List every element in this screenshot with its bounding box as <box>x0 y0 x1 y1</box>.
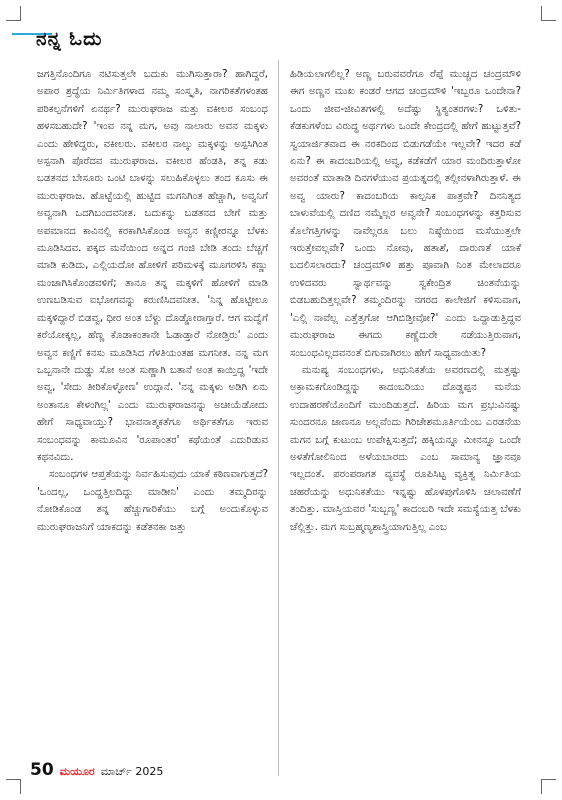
crop-mark-bottom-left <box>6 779 21 794</box>
crop-mark-top-left <box>6 6 21 21</box>
section-title: ನನ್ನ ಓದು <box>36 28 103 50</box>
article-paragraph: ಜಗತ್ತಿನೊಂದಿಗೂ ನಟಿಸುತ್ತಲೇ ಬದುಕು ಮುಗಿಸುತ್ತಾರಾ? ಹಾಗಿದ್ದರೆ, ಅಪಾರ ಶ್ರದ್ಧೆಯ ನಿರ್ಮಿತಿಗಳಾದ ನಮ್ಮ ಸಂಸ್ಕೃತಿ, ನಾಗರಿಕತೆಗಳಂತಹ ಪರಿಕಲ್ಪನೆಗಳಿಗೆ ಏನರ್ಥ? ಮುರುಘರಾಜ ಮತ್ತು ವಕೀಲರ ಸಂಬಂಧ ಹಳಸಬಹುದೇ? 'ಇಂವ ನನ್ನ ಮಗ, ಅವು ನಾಲಾರು ಅವನ ಮಕ್ಕಳು ಎಂದು ಹೇಳಿದ್ದರು, ವಕೀಲರು. ವಕೀಲರ ನಾಲ್ಕು ಮಕ್ಕಳನ್ನು ಅಸ್ಪಸಿಗಿಂತ ಅಸ್ಪನಾಗಿ ಪೊರೆದವ ಮುರುಘರಾಜ. ವಕೀಲರ ಹೆಂಡತಿ, ತನ್ನ ಕಡು ಬಡತನದ ಬೇಸೂರು ಒಂಟಿ ಬಾಳನ್ನು ಸಲುಹಿಕೊಳ್ಳಲು ತಂದ ಕೂಸು ಈ ಮುರುಘರಾಜ. ಹೊಟ್ಟೆಯಲ್ಲಿ ಹುಟ್ಟಿದ ಮಗನಿಗಿಂತ ಹೆಚ್ಚಾಗಿ, ಅವ್ವನಿಗೆ ಅವ್ವನಾಗಿ ಒದಗಿಬಂದವನೀತ. ಬದುಕನ್ನು ಬಡತನದ ಬೇಗೆ ಮತ್ತು ಅಪಮಾನದ ಕಾವಿನಲ್ಲಿ ಕರಕಾಗಿಸಿಕೊಂಡ ಅವ್ವನ ಕಣ್ಣೀರನ್ನೂ ಬೆಳಕು ಮೂಡಿಸಿದವ. ಪಕ್ಕದ ಮನೆಯಿಂದ ಅನ್ನದ ಗಂಜಿ ಬೇಡಿ ತಂದು ಬೆಚ್ಚಗೆ ಮಾಡಿ ಕುಡಿದು, ಎಲ್ಲಿಯದೋ ಹೋಳಿಗೆ ಪರಿಮಳಕ್ಕೆ ಮೂಗರಳಿಸಿ ಕಣ್ಣು ಮಂಜಾಗಿಸಿಕೊಂಡವಳಿಗೆ; ತಾನೂ ತನ್ನ ಮಕ್ಕಳಿಗೆ ಹೋಳಿಗೆ ಮಾಡಿ ಉಣಬಡಿಸುವ ಐಭೋಗವನ್ನು ಕರುಣಿಸಿದವನೀತ. 'ನಿನ್ನ ಹೊಟ್ಟೀಲೂ ಮಕ್ಕಳಿದ್ದಾರೆ ಬಿಡವ್ವ, ಧೀರ ಅಂತ ಬೆಳ್ದು ದೊಡ್ಡೋರಾಗ್ತಾರೆ. ಆಗ ಮದ್ವೆಗೆ ಕರೆಯೋಕ್ಕಲ್ಲ, ಹೆಣ್ಣ ಕೊಡಾಕಂತಾನೇ ಓಡಾಡ್ತಾರೆ ನೋಡ್ತಿರು' ಎಂದು ಅವ್ವನ ಕಣ್ಣಿಗೆ ಕನಸು ಮೂಡಿಸಿದ ಗೆಳತಿಯಂತಹ ಮಗನೀತ. ನನ್ನ ಮಗ ಒಬ್ಬನಾನೇ ದುಡ್ಡು ಸೋ ಅಂತ ಸುಣ್ಣಾಗಿ ಬತಾನೆ ಅಂತ ಕಾಯ್ತಿದ್ದ 'ಇದೇ ಅವ್ವ, 'ಸೇದು ತೀರಿಕೊಳ್ಳೋಣ' ಉದ್ಗಾನೆ. 'ನನ್ನ ಮಕ್ಕಳು ಅಡಿಗಿ ಏನು ಅಂತಾನೂ ಕೇಳಂಗಿಲ್ಲ' ಎಂದು ಮುರುಘರಾಜನನ್ನು ಅಚೀಯೆಡೋದು ಹೇಗೆ ಸಾಧ್ಯವಾಯ್ತು? ಭಾವನಾತ್ಮಕತೆಗೂ ಅರ್ಥಿಕತೆಗೂ ಇರುವ ಸಂಬಂಧವನ್ನು ಕಾಮೂವಿನ 'ರೂಪಾಂತರ' ಕಥೆಯಂತೆ ಎದುರಿಡುವ ಕಥನವಿದು. <box>37 69 268 463</box>
page-number: 50 <box>30 760 54 780</box>
magazine-logo: ಮಯೂರ <box>59 765 95 778</box>
crop-mark-bottom-right <box>541 779 556 794</box>
page-footer <box>30 760 163 780</box>
issue-date: ಮಾರ್ಚ್ 2025 <box>100 765 164 778</box>
article-paragraph: ಸಂಬಂಧಗಳ ಆಪ್ತತೆಯನ್ನು ನಿರ್ವಹಿಸುವುದು ಯಾಕೆ ಕಠಿಣವಾಗುತ್ತದೆ? 'ಒಂದಲ್ಲ, ಒಂದ್ಹತ್ತಿಲದಿದ್ದು ಮಾಡೀನಿ' ಎಂದು ತಮ್ಮದಿರನ್ನು ನೋಡಿಕೊಂಡ ತನ್ನ ಹೆಚ್ಚುಗಾರಿಕೆಯು ಬಗ್ಗೆ ಅಂದುಕೊಳ್ಳುವ ಮುರುಘರಾಜನಿಗೆ ಯಾಕದನ್ನು ಕಡೆತನಕಾ ಜತ್ತು <box>37 469 268 533</box>
article-column-right <box>290 66 521 774</box>
article-column-left <box>37 66 268 774</box>
article-paragraph: ಹಿಡಿಯಲಾಗಲಿಲ್ಲ? ಅಣ್ಣ ಬರುವವರೆಗೂ ರೆಪ್ಪೆ ಮುಚ್ಚದ ಚಂದ್ರಮೌಳಿ ಈಗ ಅಣ್ಣನ ಮುಖ ಕಂಡರೆ ಆಗದ ಚಂದ್ರಮೌಳಿ 'ಇಬ್ಬರೂ ಒಂದೇನಾ? ಒಂದು ಜೀವ-ಜೀವಿತಗಳಲ್ಲಿ ಅದೆಷ್ಟು ಸ್ಥಿತ್ಯಂತರಗಳು? ಒಳಿತು-ಕೆಡಕುಗಳೆಂಬ ವಿರುದ್ಧ ಅರ್ಥಗಳು ಒಂದೇ ಕೇಂದ್ರದಲ್ಲಿ ಹೇಗೆ ಹುಟ್ಟುತ್ತವೆ? ಸ್ವಯಾರ್ಜಿತವಾದ ಈ ನರಕದಿಂದ ಬಿಡುಗಡೆಯೇ ಇಲ್ಲವೇ? ಇದರ ಕಡೆ ಏನು? ಈ ಕಾದಂಬರಿಯಲ್ಲಿ ಅವ್ವ, ಕಡೆಕಡೆಗೆ ಯಾರ ಮಂದಿರುತ್ತಾಳೋ ಅವರಂತೆ ಮಾತಾಡಿ ದಿನಗಳೆಯುವ ಪ್ರಯತ್ನದಲ್ಲಿ ತಲ್ಲೀನಳಾಗಿರುತ್ತಾಳೆ. ಈ ಅವ್ವ ಯಾರು? ಕಾದಂಬರಿಯ ಕಾಲ್ಪನಿಕ ಪಾತ್ರವೇ? ದಿನನಿತ್ಯದ ಬಾಳುವೆಯಲ್ಲಿ ದಣಿದ ನಮ್ಮೆಲ್ಲರ ಅವ್ವನೇ? ಸಂಬಂಧಗಳನ್ನು ಕತ್ತರಿಸುವ ಕೊಲೆಗತ್ತಿಗಳನ್ನು ನಾವೆಲ್ಲರೂ ಬಲು ನಿಷ್ಠೆಯಿಂದ ಮಸೆಯುತ್ತಲೇ ಇರುತ್ತೇವಲ್ಲವೇ? ಒಂದು ನೋವು, ಹತಾಶೆ, ದಾರುಣತೆ ಯಾಕೆ ಬದಲಿಸಲಾರದು? ಚಂದ್ರಮೌಳಿ ಹತ್ತು ಪೂವಾಗಿ ನಿಂತ ಮೇಲಾದರೂ ಉಳಿದವರು ಸ್ವಾರ್ಥವನ್ನು ಸ್ವಕೇಂದ್ರಿತ ಚಿಂತನೆಯನ್ನು ಬಿಡಬಹುದಿತ್ತಲ್ಲವೇ? ತಮ್ಮಂದಿರನ್ನು ನಗರದ ಕಾಲೇಜಿಗೆ ಕಳಿಸುವಾಗ, 'ಎಲ್ಲಿ ನಾವೆಲ್ಲ ಎತ್ತೆತ್ತಗೋ ಆಗಿಬಿಡ್ತೀವೋ?' ಎಂದು ಒದ್ದಾಡುತ್ತಿದ್ದವ ಮುರುಘರಾಜ ಈಗದು ಕಣ್ಣೆದುರೇ ನಡೆಯುತ್ತಿರುವಾಗ, ಸಂಬಂಧವಿಲ್ಲದವನಂತೆ ಬಿಗುವಾಗಿರಲು ಹೇಗೆ ಸಾಧ್ಯವಾಯಿತು? <box>290 69 521 359</box>
article-paragraph: ಮನುಷ್ಯ ಸಂಬಂಧಗಳು, ಅಧುನಿಕತೆಯ ಅವರಣದಲ್ಲಿ ಮತ್ತಷ್ಟು ಅಕ್ರಾಮಕಗೊಂಡಿದ್ದನ್ನು ಕಾದಂಬರಿಯು ದೊಡ್ಡಪ್ಪನ ಮನೆಯ ಉದಾಹರಣೆಯೊಂದಿಗೆ ಮುಂದಿಡುತ್ತದೆ. ಹಿರಿಯ ಮಗ ಪ್ರಭುವಿನಷ್ಟು ಸುಂದರನೂ ಜಾಣನೂ ಅಲ್ಲವೆಂದು ಗಿರಿಜೇಶಮೂರ್ತಿಯೆಂಬ ಎರಡನೆಯ ಮಗನ ಬಗ್ಗೆ ಕುಟುಂಬ ಉಪೇಕ್ಷಿಸುತ್ತದೆ; ಹಕ್ಕಿಯನ್ನೂ ಮೀನನ್ನೂ ಒಂದೇ ಅಳತೆಗೋಲಿನಿಂದ ಅಳೆಯಬಾರದು ಎಂಬ ಸಾಮಾನ್ಯ ಜ್ಞಾನವೂ ಇಲ್ಲದಂತೆ. ಪರಂಪರಾಗತ ವ್ಯವಸ್ಥೆ ರೂಪಿಸಿಟ್ಟ ವ್ಯಕ್ತಿತ್ವ ನಿರ್ಮಿತಿಯ ಚಹರೆಯನ್ನು ಅಧುನಿಕತೆಯು ಇನ್ನಷ್ಟು ಹೊಳಪುಗೊಳಿಸಿ ಚಲಾವಣೆಗೆ ತಂದಿತ್ತು. ಮಾಸ್ತಿಯವರ 'ಸುಬ್ಬಣ್ಣ' ಕಾದಂಬರಿ ಇದೇ ಸಮಸ್ಯೆಯತ್ತ ಬೆಳಕು ಚೆಲ್ಲಿತ್ತು. ಮಗ ಸುಬ್ರಹ್ಮಣ್ಯಶಾಸ್ತ್ರಿಯಾಗುತ್ತಿಲ್ಲ ಎಂಬ <box>290 364 521 533</box>
crop-mark-top-right <box>541 6 556 21</box>
column-divider <box>278 60 279 776</box>
